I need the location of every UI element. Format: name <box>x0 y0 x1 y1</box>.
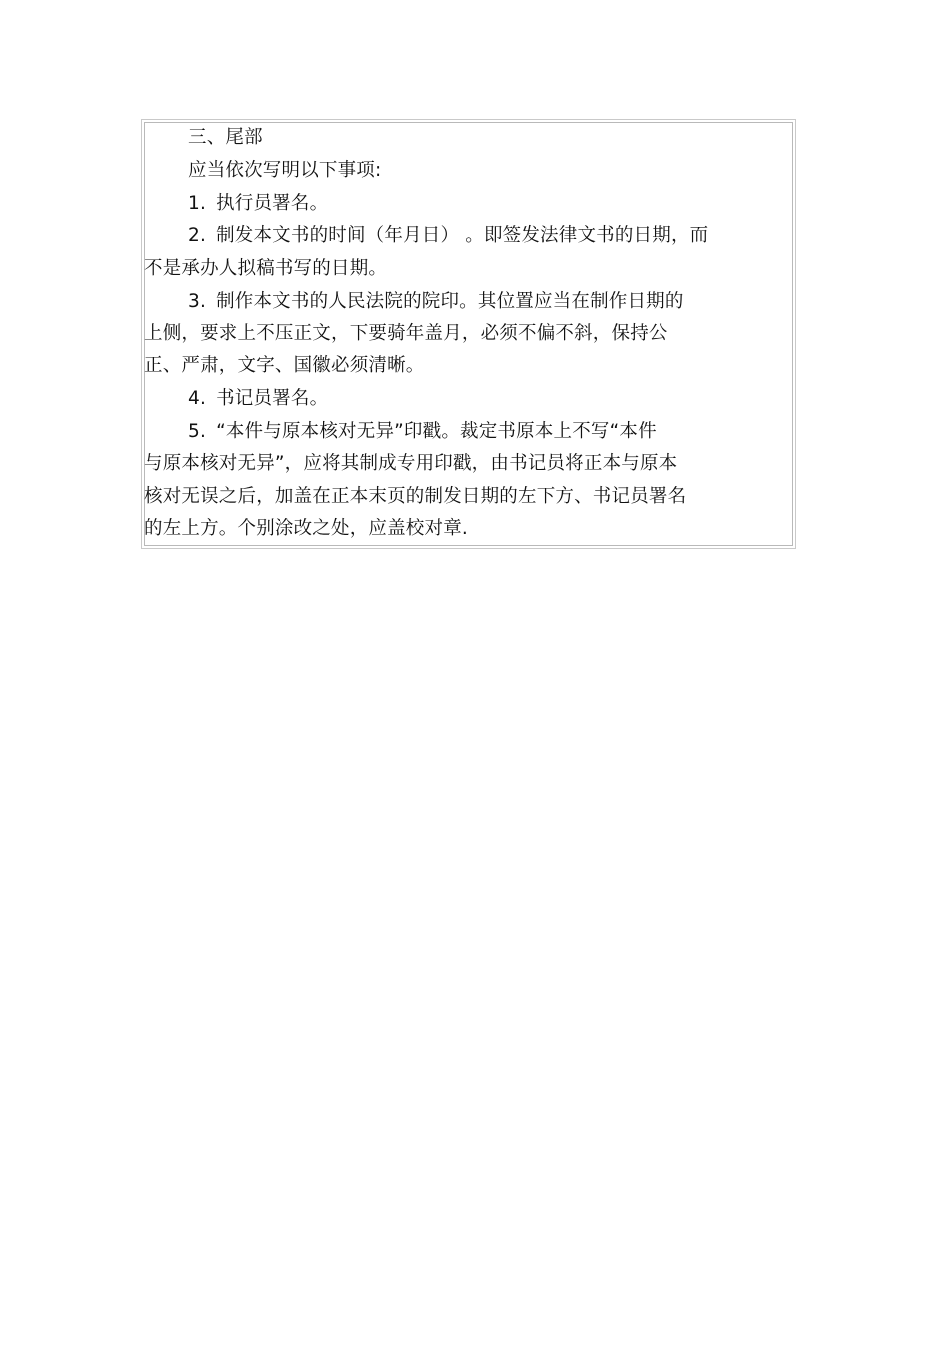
section-heading: 三、尾部 <box>188 127 263 148</box>
item-3-line-2: 上侧，要求上不压正文，下要骑年盖月，必须不偏不斜，保持公 <box>144 323 668 344</box>
item-3-number: 3. <box>188 291 207 312</box>
item-1-line-1 <box>144 188 328 220</box>
item-5-line-4: 的左上方。个别涂改之处，应盖校对章. <box>144 518 468 539</box>
item-4-line-1 <box>144 383 328 415</box>
item-5-line-3: 核对无误之后，加盖在正本末页的制发日期的左下方、书记员署名 <box>144 486 687 507</box>
item-1-text: 执行员署名。 <box>216 193 329 214</box>
item-2-text: 制发本文书的时间（年月日） 。即签发法律文书的日期，而 <box>216 225 709 246</box>
item-3-line-3: 正、严肃，文字、国徽必须清晰。 <box>144 355 425 376</box>
item-5-line-2: 与原本核对无异”，应将其制成专用印戳，由书记员将正本与原本 <box>144 453 678 474</box>
item-5-line-1 <box>144 416 657 448</box>
item-4-number: 4. <box>188 388 207 409</box>
item-5-number: 5. <box>188 421 207 442</box>
item-2-line-1 <box>144 220 708 252</box>
item-5-text: “本件与原本核对无异”印戳。裁定书原本上不写“本件 <box>216 421 657 442</box>
item-3-line-1 <box>144 286 684 318</box>
item-2-number: 2. <box>188 225 207 246</box>
item-2-line-2: 不是承办人拟稿书写的日期。 <box>144 258 388 279</box>
item-4-text: 书记员署名。 <box>216 388 329 409</box>
intro-text: 应当依次写明以下事项: <box>188 160 382 181</box>
item-1-number: 1. <box>188 193 207 214</box>
item-3-text: 制作本文书的人民法院的院印。其位置应当在制作日期的 <box>216 291 684 312</box>
